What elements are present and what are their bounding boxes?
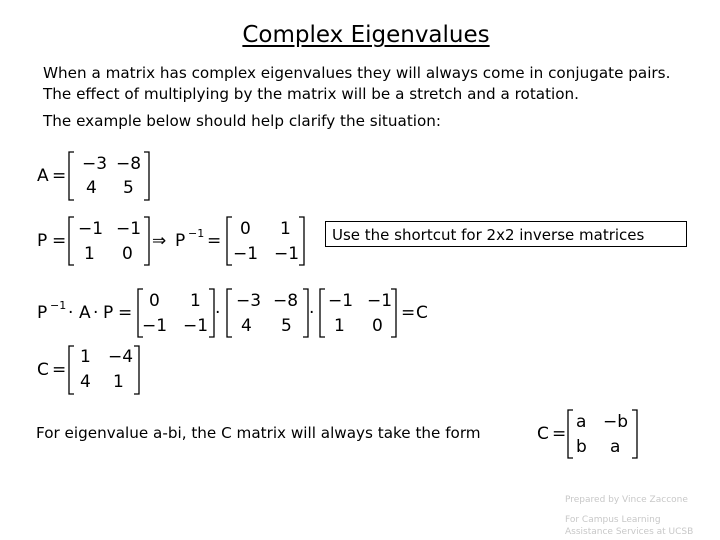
bracket-right bbox=[144, 217, 149, 265]
equals-sign: = bbox=[52, 360, 67, 380]
c-label: C bbox=[537, 424, 549, 444]
p-label: P bbox=[37, 303, 48, 323]
credit-line: For Campus Learning bbox=[565, 515, 661, 525]
matrix-entry: 4 bbox=[80, 372, 91, 392]
bracket-right bbox=[144, 152, 149, 200]
matrix-entry: 1 bbox=[113, 372, 124, 392]
equals-sign: = bbox=[552, 424, 567, 444]
bracket-left bbox=[69, 152, 74, 200]
c-label: C bbox=[416, 303, 428, 323]
matrix-p-equation bbox=[37, 217, 304, 265]
matrix-entry: 5 bbox=[281, 316, 292, 336]
c-form-text: For eigenvalue a-bi, the C matrix will always take the form bbox=[36, 424, 481, 442]
bracket-left bbox=[69, 346, 74, 394]
dot-operator: · bbox=[68, 303, 74, 323]
matrix-entry: 0 bbox=[240, 219, 251, 239]
p-inverse-label: P bbox=[175, 231, 186, 251]
equals-sign: = bbox=[52, 231, 67, 251]
matrix-entry: 0 bbox=[372, 316, 383, 336]
matrix-entry: 0 bbox=[149, 291, 160, 311]
matrix-entry: −b bbox=[603, 412, 629, 432]
bracket-right bbox=[209, 289, 214, 337]
matrix-entry: 0 bbox=[122, 244, 133, 264]
bracket-right bbox=[134, 346, 139, 394]
inverse-superscript: −1 bbox=[50, 299, 67, 312]
intro-text: When a matrix has complex eigenvalues they will always come in conjugate pairs. The effect of multiplying by the matrix will be a stretch and a rotation. bbox=[43, 64, 671, 103]
matrix-entry: −4 bbox=[108, 347, 134, 367]
matrix-entry: 1 bbox=[80, 347, 91, 367]
bracket-left bbox=[69, 217, 74, 265]
dot-operator: · bbox=[93, 303, 99, 323]
matrix-entry: b bbox=[576, 437, 587, 457]
inverse-superscript: −1 bbox=[188, 227, 205, 240]
matrix-entry: 4 bbox=[241, 316, 252, 336]
matrix-entry: a bbox=[610, 437, 621, 457]
matrix-entry: −1 bbox=[78, 219, 104, 239]
matrix-entry: −3 bbox=[82, 154, 108, 174]
bracket-right bbox=[632, 410, 637, 458]
c-label: C bbox=[37, 360, 49, 380]
matrix-c-equation bbox=[37, 346, 139, 394]
a-label: A bbox=[79, 303, 91, 323]
equals-sign: = bbox=[401, 303, 416, 323]
matrix-entry: −1 bbox=[233, 244, 259, 264]
matrix-entry: −1 bbox=[116, 219, 142, 239]
bracket-right bbox=[303, 289, 308, 337]
bracket-left bbox=[568, 410, 573, 458]
a-label: A bbox=[37, 166, 49, 186]
matrix-entry: 5 bbox=[123, 178, 134, 198]
matrix-entry: 1 bbox=[334, 316, 345, 336]
matrix-entry: −8 bbox=[273, 291, 299, 311]
p-label: P bbox=[37, 231, 48, 251]
bracket-right bbox=[299, 217, 304, 265]
matrix-entry: a bbox=[576, 412, 587, 432]
matrix-entry: −1 bbox=[367, 291, 393, 311]
matrix-entry: −1 bbox=[183, 316, 209, 336]
matrix-entry: 1 bbox=[280, 219, 291, 239]
equals-sign: = bbox=[118, 303, 133, 323]
p-label: P bbox=[103, 303, 114, 323]
matrix-entry: 1 bbox=[84, 244, 95, 264]
matrix-entry: −1 bbox=[328, 291, 354, 311]
bracket-left bbox=[320, 289, 325, 337]
matrix-entry: −1 bbox=[274, 244, 300, 264]
matrix-entry: −8 bbox=[116, 154, 142, 174]
matrix-entry: −1 bbox=[142, 316, 168, 336]
inverse-shortcut-note: Use the shortcut for 2x2 inverse matrices bbox=[325, 221, 687, 247]
page-title: Complex Eigenvalues bbox=[242, 22, 490, 48]
matrix-a-equation bbox=[37, 152, 149, 200]
credit-author: Prepared by Vince Zaccone bbox=[565, 495, 688, 505]
matrix-entry: 4 bbox=[86, 178, 97, 198]
matrix-c-form bbox=[537, 410, 637, 458]
implies-arrow: ⇒ bbox=[152, 231, 167, 251]
matrix-entry: −3 bbox=[236, 291, 262, 311]
bracket-left bbox=[227, 217, 232, 265]
example-intro-text: The example below should help clarify the situation: bbox=[43, 112, 442, 130]
credit-line: Assistance Services at UCSB bbox=[565, 527, 694, 537]
equals-sign: = bbox=[52, 166, 67, 186]
product-equation bbox=[37, 289, 428, 337]
dot-operator: · bbox=[215, 303, 221, 323]
equals-sign: = bbox=[207, 231, 222, 251]
dot-operator: · bbox=[309, 303, 315, 323]
bracket-left bbox=[227, 289, 232, 337]
matrix-entry: 1 bbox=[190, 291, 201, 311]
